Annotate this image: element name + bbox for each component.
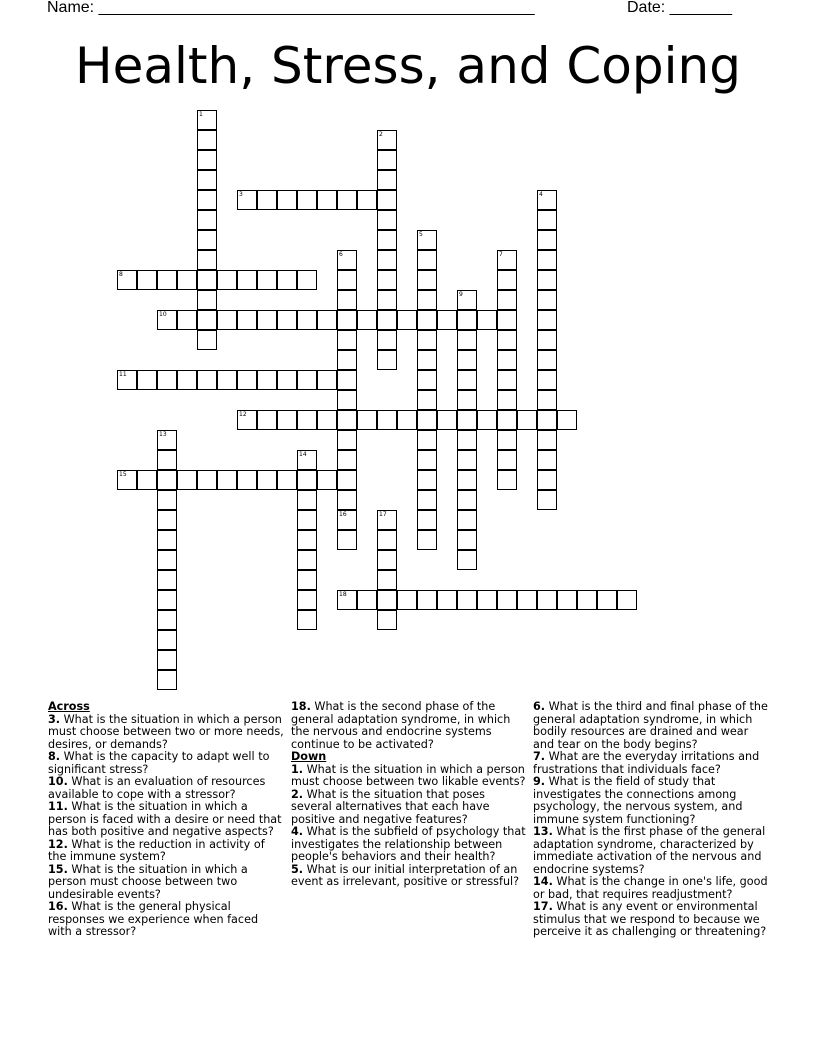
grid-cell[interactable] (197, 210, 217, 230)
grid-cell[interactable] (317, 470, 337, 490)
grid-cell[interactable] (137, 270, 157, 290)
grid-cell[interactable] (337, 290, 357, 310)
grid-cell[interactable] (297, 590, 317, 610)
grid-cell[interactable] (557, 410, 577, 430)
grid-cell[interactable] (157, 610, 177, 630)
clue-number-label: 2. (291, 787, 304, 801)
down-clue-list (291, 764, 527, 889)
clue-number-label: 18. (291, 700, 311, 713)
grid-cell[interactable] (497, 330, 517, 350)
grid-cell[interactable] (157, 490, 177, 510)
grid-cell[interactable] (357, 410, 377, 430)
clue-text: What is the capacity to adapt well to significant stress? (48, 750, 270, 776)
grid-cell[interactable] (217, 310, 237, 330)
grid-cell[interactable] (317, 410, 337, 430)
clue-number-label: 3. (48, 712, 61, 726)
grid-cell[interactable] (377, 570, 397, 590)
grid-cell[interactable] (277, 410, 297, 430)
grid-cell[interactable] (417, 450, 437, 470)
grid-cell[interactable] (137, 470, 157, 490)
clue-number: 10 (159, 311, 167, 318)
grid-cell[interactable] (457, 350, 477, 370)
grid-cell[interactable] (297, 370, 317, 390)
grid-cell[interactable] (337, 330, 357, 350)
grid-cell[interactable] (197, 190, 217, 210)
clue-text: What is the change in one's life, good or bad, that requires readjustment? (533, 875, 768, 901)
clue-item (48, 839, 284, 864)
grid-cell[interactable] (377, 290, 397, 310)
grid-cell[interactable] (457, 530, 477, 550)
clues-column-2 (291, 701, 527, 889)
grid-cell[interactable] (337, 470, 357, 490)
grid-cell[interactable] (257, 190, 277, 210)
clue-text: What are the everyday irritations and frustrations that individuals face? (533, 750, 760, 776)
clue-text: What is our initial interpretation of an event as irrelevant, positive or stressful? (291, 862, 520, 888)
clue-text: What is an evaluation of resources available to cope with a stressor? (48, 775, 266, 801)
grid-cell[interactable] (297, 490, 317, 510)
grid-cell[interactable] (177, 370, 197, 390)
clue-number-label: 15. (48, 862, 68, 876)
clue-item (291, 826, 527, 864)
grid-cell[interactable] (537, 430, 557, 450)
grid-cell[interactable] (457, 470, 477, 490)
grid-cell[interactable] (417, 530, 437, 550)
grid-cell[interactable] (317, 310, 337, 330)
grid-cell[interactable] (217, 470, 237, 490)
grid-cell[interactable] (157, 370, 177, 390)
grid-cell[interactable] (537, 390, 557, 410)
grid-cell[interactable] (337, 390, 357, 410)
grid-cell[interactable] (437, 410, 457, 430)
clue-text: What is the field of study that investigates the connections among psychology, the nervous system, and immune system functioning? (533, 775, 743, 826)
grid-cell[interactable] (277, 270, 297, 290)
grid-cell[interactable] (377, 530, 397, 550)
grid-cell[interactable] (397, 590, 417, 610)
grid-cell[interactable] (297, 530, 317, 550)
grid-cell[interactable] (417, 270, 437, 290)
grid-cell[interactable] (477, 410, 497, 430)
grid-cell[interactable] (157, 570, 177, 590)
grid-cell[interactable] (297, 310, 317, 330)
grid-cell[interactable] (537, 210, 557, 230)
grid-cell[interactable] (417, 590, 437, 610)
clue-item (533, 901, 769, 939)
grid-cell[interactable] (337, 310, 357, 330)
clue-number-label: 10. (48, 775, 68, 788)
clue-text: What is the situation in which a person is faced with a desire or need that has both positive and negative aspects? (48, 800, 282, 838)
grid-cell[interactable] (157, 650, 177, 670)
grid-cell[interactable] (277, 310, 297, 330)
grid-cell[interactable] (337, 530, 357, 550)
grid-cell[interactable] (457, 450, 477, 470)
clue-item (291, 864, 527, 889)
grid-cell[interactable] (297, 270, 317, 290)
clue-number: 9 (459, 291, 463, 298)
down-clue-list-continued (533, 701, 769, 939)
clue-number-label: 4. (291, 825, 304, 838)
grid-cell[interactable] (537, 410, 557, 430)
clue-number: 16 (339, 511, 347, 518)
grid-cell[interactable] (197, 250, 217, 270)
grid-cell[interactable] (297, 510, 317, 530)
clue-number-label: 5. (291, 862, 304, 876)
grid-cell[interactable] (197, 130, 217, 150)
clue-number: 8 (119, 271, 123, 278)
clue-item (291, 701, 527, 751)
clue-text: What is the general physical responses we experience when faced with a stressor? (48, 900, 259, 938)
grid-cell[interactable] (257, 410, 277, 430)
clue-item (291, 764, 527, 789)
grid-cell[interactable] (177, 270, 197, 290)
grid-cell[interactable] (257, 270, 277, 290)
grid-cell[interactable] (537, 230, 557, 250)
clue-number-label: 7. (533, 750, 546, 763)
clue-text: What is any event or environmental stimulus that we respond to because we perceive it as challenging or threatening? (533, 900, 767, 938)
clue-text: What is the situation that poses several alternatives that each have positive and negative features? (291, 787, 490, 826)
grid-cell[interactable] (497, 290, 517, 310)
grid-cell[interactable] (537, 590, 557, 610)
grid-cell[interactable] (157, 270, 177, 290)
grid-cell[interactable] (457, 490, 477, 510)
clue-number-label: 14. (533, 875, 553, 888)
grid-cell[interactable] (457, 390, 477, 410)
across-clue-list (48, 714, 284, 939)
grid-cell[interactable] (537, 250, 557, 270)
grid-cell[interactable] (337, 450, 357, 470)
clues-column-1 (48, 701, 284, 939)
grid-cell[interactable] (337, 430, 357, 450)
grid-cell[interactable] (397, 310, 417, 330)
grid-cell[interactable] (497, 410, 517, 430)
clue-item (48, 801, 284, 839)
grid-cell[interactable] (297, 410, 317, 430)
grid-cell[interactable] (217, 270, 237, 290)
grid-cell[interactable] (377, 190, 397, 210)
clue-number: 17 (379, 511, 387, 518)
clue-item (291, 789, 527, 827)
grid-cell[interactable] (597, 590, 617, 610)
grid-cell[interactable] (437, 590, 457, 610)
clue-number: 13 (159, 431, 167, 438)
grid-cell[interactable] (537, 490, 557, 510)
grid-cell[interactable] (337, 490, 357, 510)
grid-cell[interactable] (297, 610, 317, 630)
grid-cell[interactable] (297, 470, 317, 490)
grid-cell[interactable] (377, 610, 397, 630)
clue-item (533, 826, 769, 876)
grid-cell[interactable] (377, 590, 397, 610)
grid-cell[interactable] (197, 470, 217, 490)
grid-cell[interactable] (457, 510, 477, 530)
clue-number-label: 9. (533, 775, 546, 788)
clue-number: 3 (239, 191, 243, 198)
grid-cell[interactable] (337, 270, 357, 290)
grid-cell[interactable] (297, 570, 317, 590)
grid-cell[interactable] (257, 470, 277, 490)
grid-cell[interactable] (417, 510, 437, 530)
across-heading: Across (48, 700, 90, 713)
clue-number: 7 (499, 251, 503, 258)
down-heading: Down (291, 750, 327, 763)
grid-cell[interactable] (157, 470, 177, 490)
clue-number: 15 (119, 471, 127, 478)
clue-number: 5 (419, 231, 423, 238)
grid-cell[interactable] (457, 370, 477, 390)
clues-column-3 (533, 701, 769, 939)
clue-number-label: 6. (533, 700, 546, 713)
grid-cell[interactable] (517, 590, 537, 610)
clue-number: 18 (339, 591, 347, 598)
grid-cell[interactable] (377, 310, 397, 330)
clue-item (48, 714, 284, 752)
grid-cell[interactable] (417, 350, 437, 370)
grid-cell[interactable] (417, 390, 437, 410)
clue-text: What is the second phase of the general adaptation syndrome, in which the nervous and endocrine systems continue to be activated? (291, 700, 511, 751)
grid-cell[interactable] (337, 370, 357, 390)
puzzle-title: Health, Stress, and Coping (75, 37, 741, 95)
grid-cell[interactable] (537, 450, 557, 470)
grid-cell[interactable] (197, 370, 217, 390)
grid-cell[interactable] (377, 330, 397, 350)
grid-cell[interactable] (157, 630, 177, 650)
grid-cell[interactable] (417, 470, 437, 490)
grid-cell[interactable] (517, 410, 537, 430)
grid-cell[interactable] (417, 410, 437, 430)
clue-item (48, 776, 284, 801)
grid-cell[interactable] (157, 550, 177, 570)
grid-cell[interactable] (417, 370, 437, 390)
grid-cell[interactable] (377, 550, 397, 570)
clue-item (533, 751, 769, 776)
grid-cell[interactable] (537, 350, 557, 370)
grid-cell[interactable] (497, 430, 517, 450)
grid-cell[interactable] (137, 370, 157, 390)
clue-item (48, 901, 284, 939)
clue-number: 2 (379, 131, 383, 138)
clue-number-label: 8. (48, 750, 61, 763)
grid-cell[interactable] (537, 290, 557, 310)
grid-cell[interactable] (497, 390, 517, 410)
grid-cell[interactable] (377, 250, 397, 270)
grid-cell[interactable] (297, 190, 317, 210)
name-field-label: Name: _________________________________________________ (47, 0, 535, 16)
grid-cell[interactable] (157, 670, 177, 690)
grid-cell[interactable] (457, 430, 477, 450)
grid-cell[interactable] (457, 550, 477, 570)
clue-item (533, 876, 769, 901)
clue-text: What is the subfield of psychology that investigates the relationship between people's behaviors and their health? (291, 825, 526, 863)
clue-number: 1 (199, 111, 203, 118)
clue-number: 14 (299, 451, 307, 458)
grid-cell[interactable] (337, 350, 357, 370)
grid-cell[interactable] (537, 330, 557, 350)
grid-cell[interactable] (417, 310, 437, 330)
grid-cell[interactable] (417, 330, 437, 350)
grid-cell[interactable] (457, 590, 477, 610)
grid-cell[interactable] (497, 310, 517, 330)
clue-text: What is the situation in which a person must choose between two or more needs, desires, or demands? (48, 712, 284, 751)
clue-item (48, 751, 284, 776)
grid-cell[interactable] (377, 170, 397, 190)
grid-cell[interactable] (557, 590, 577, 610)
grid-cell[interactable] (497, 350, 517, 370)
grid-cell[interactable] (457, 410, 477, 430)
grid-cell[interactable] (497, 590, 517, 610)
grid-cell[interactable] (537, 470, 557, 490)
grid-cell[interactable] (317, 190, 337, 210)
grid-cell[interactable] (197, 230, 217, 250)
grid-cell[interactable] (497, 270, 517, 290)
grid-cell[interactable] (377, 210, 397, 230)
clue-item (48, 864, 284, 902)
across-clue-list-continued (291, 701, 527, 751)
grid-cell[interactable] (177, 470, 197, 490)
grid-cell[interactable] (277, 370, 297, 390)
clue-number-label: 13. (533, 825, 553, 838)
grid-cell[interactable] (437, 310, 457, 330)
grid-cell[interactable] (197, 330, 217, 350)
grid-cell[interactable] (357, 190, 377, 210)
grid-cell[interactable] (237, 370, 257, 390)
grid-cell[interactable] (497, 470, 517, 490)
grid-cell[interactable] (177, 310, 197, 330)
grid-cell[interactable] (417, 290, 437, 310)
grid-cell[interactable] (537, 370, 557, 390)
grid-cell[interactable] (277, 470, 297, 490)
grid-cell[interactable] (477, 310, 497, 330)
clue-number-label: 16. (48, 900, 68, 913)
grid-cell[interactable] (357, 590, 377, 610)
clue-text: What is the first phase of the general adaptation syndrome, characterized by immediate activation of the nervous and endocrine systems? (533, 825, 766, 876)
grid-cell[interactable] (417, 490, 437, 510)
grid-cell[interactable] (197, 270, 217, 290)
grid-cell[interactable] (337, 190, 357, 210)
grid-cell[interactable] (377, 410, 397, 430)
clue-text: What is the situation in which a person must choose between two likable events? (291, 762, 526, 788)
grid-cell[interactable] (457, 310, 477, 330)
clue-text: What is the situation in which a person must choose between two undesirable events? (48, 862, 248, 901)
grid-cell[interactable] (297, 550, 317, 570)
grid-cell[interactable] (537, 310, 557, 330)
grid-cell[interactable] (537, 270, 557, 290)
clue-number: 12 (239, 411, 247, 418)
grid-cell[interactable] (577, 590, 597, 610)
clue-number-label: 1. (291, 762, 304, 776)
grid-cell[interactable] (377, 150, 397, 170)
grid-cell[interactable] (197, 150, 217, 170)
grid-cell[interactable] (257, 310, 277, 330)
clue-number-label: 17. (533, 900, 553, 913)
grid-cell[interactable] (617, 590, 637, 610)
grid-cell[interactable] (157, 510, 177, 530)
grid-cell[interactable] (417, 430, 437, 450)
grid-cell[interactable] (237, 310, 257, 330)
grid-cell[interactable] (197, 170, 217, 190)
grid-cell[interactable] (357, 310, 377, 330)
grid-cell[interactable] (317, 370, 337, 390)
date-field-label: Date: _______ (627, 0, 732, 16)
clue-item (533, 701, 769, 751)
clue-number-label: 11. (48, 800, 68, 813)
grid-cell[interactable] (237, 270, 257, 290)
clue-number: 4 (539, 191, 543, 198)
clue-number: 11 (119, 371, 127, 378)
grid-cell[interactable] (497, 370, 517, 390)
grid-cell[interactable] (257, 370, 277, 390)
clue-text: What is the third and final phase of the general adaptation syndrome, in which bodily resources are drained and wear and tear on the body begins? (533, 700, 768, 751)
clue-text: What is the reduction in activity of the immune system? (48, 837, 265, 863)
grid-cell[interactable] (377, 350, 397, 370)
clue-item (533, 776, 769, 826)
grid-cell[interactable] (237, 470, 257, 490)
grid-cell[interactable] (197, 310, 217, 330)
grid-cell[interactable] (157, 590, 177, 610)
grid-cell[interactable] (377, 230, 397, 250)
grid-cell[interactable] (457, 330, 477, 350)
grid-cell[interactable] (337, 410, 357, 430)
grid-cell[interactable] (477, 590, 497, 610)
grid-cell[interactable] (497, 450, 517, 470)
grid-cell[interactable] (397, 410, 417, 430)
clue-number-label: 12. (48, 837, 68, 851)
grid-cell[interactable] (377, 270, 397, 290)
clue-number: 6 (339, 251, 343, 258)
grid-cell[interactable] (417, 250, 437, 270)
grid-cell[interactable] (157, 530, 177, 550)
grid-cell[interactable] (217, 370, 237, 390)
grid-cell[interactable] (277, 190, 297, 210)
grid-cell[interactable] (197, 290, 217, 310)
grid-cell[interactable] (157, 450, 177, 470)
